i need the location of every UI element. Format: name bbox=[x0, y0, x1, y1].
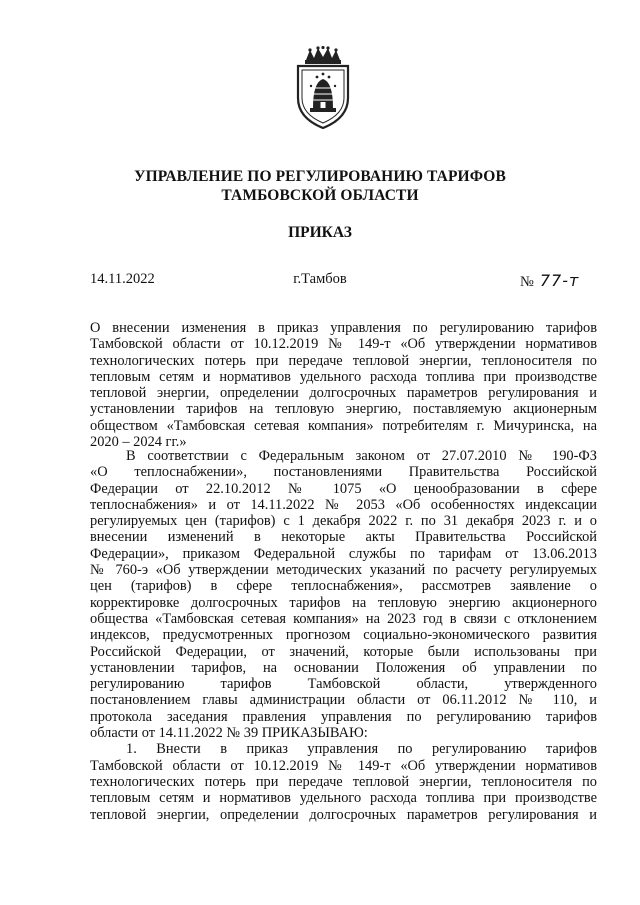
body-line: технологических потерь при передаче тепловой энергии, теплоносителя по bbox=[90, 773, 597, 790]
document-type-title: ПРИКАЗ bbox=[288, 224, 352, 241]
subject-line: тепловой энергии, определении долгосрочных параметров регулирования и bbox=[90, 385, 597, 402]
subject-line: тепловым сетям и нормативов удельного расхода топлива при производстве bbox=[90, 368, 597, 385]
body-line: регулируемых цен (тарифов) с 1 декабря 2022 г. по 31 декабря 2023 г. и о bbox=[90, 513, 597, 530]
body-line: регулированию тарифов Тамбовской области, утвержденного bbox=[90, 676, 597, 693]
document-number bbox=[520, 271, 579, 291]
body-line: Тамбовской области от 10.12.2019 № 149-т «Об утверждении нормативов bbox=[90, 757, 597, 774]
body-line: индексов, предусмотренных прогнозом социально-экономического развития bbox=[90, 627, 597, 644]
organization-name: УПРАВЛЕНИЕ ПО РЕГУЛИРОВАНИЮ ТАРИФОВ bbox=[134, 168, 506, 185]
number-label: № bbox=[520, 274, 534, 290]
body-line: Российской Федерации, от значений, которые были использованы при bbox=[90, 643, 597, 660]
document-subject bbox=[90, 320, 597, 450]
body-line: Федерации», приказом Федеральной службы по тарифам от 13.06.2013 bbox=[90, 545, 597, 562]
body-line-clause-1: 1. Внести в приказ управления по регулированию тарифов bbox=[126, 741, 597, 758]
subject-line: технологических потерь при передаче тепловой энергии, теплоносителя по bbox=[90, 352, 597, 369]
subject-line: обществом «Тамбовская сетевая компания» потребителям г. Мичуринска, на bbox=[90, 417, 597, 434]
subject-line: 2020 – 2024 гг.» bbox=[90, 434, 187, 451]
subject-line: Тамбовской области от 10.12.2019 № 149-т «Об утверждении нормативов bbox=[90, 336, 597, 353]
body-line: корректировке долгосрочных тарифов на тепловую энергию акционерного bbox=[90, 594, 597, 611]
body-line: цен (тарифов) в сфере теплоснабжения», рассмотрев заявление о bbox=[90, 578, 597, 595]
body-line: теплоснабжения» и от 14.11.2022 № 2053 «Об особенностях индексации bbox=[90, 496, 597, 513]
body-line: внесении изменений в некоторые акты Правительства Российской bbox=[90, 529, 597, 546]
document-body bbox=[90, 448, 597, 823]
handwritten-number: 77-т bbox=[539, 271, 580, 290]
subject-line: установлении тарифов на тепловую энергию, поставляемую акционерным bbox=[90, 401, 597, 418]
body-line: «О теплоснабжении», постановлениями Правительства Российской bbox=[90, 464, 597, 481]
body-line: постановлением главы администрации области от 06.11.2012 № 110, и bbox=[90, 692, 597, 709]
body-line: установлении тарифов, на основании Положения об управлении по bbox=[90, 659, 597, 676]
document-city: г.Тамбов bbox=[293, 271, 347, 287]
body-line: тепловым сетям и нормативов удельного расхода топлива при производстве bbox=[90, 790, 597, 807]
document-date: 14.11.2022 bbox=[90, 271, 155, 287]
body-line: области от 14.11.2022 № 39 ПРИКАЗЫВАЮ: bbox=[90, 725, 368, 742]
body-line: общества «Тамбовская сетевая компания» на 2023 год в связи с отклонением bbox=[90, 610, 597, 627]
body-line: № 760-э «Об утверждении методических указаний по расчету регулируемых bbox=[90, 562, 597, 579]
subject-line: О внесении изменения в приказ управления по регулированию тарифов bbox=[90, 320, 597, 336]
coat-of-arms-emblem bbox=[292, 46, 354, 130]
body-line: Федерации от 22.10.2012 № 1075 «О ценообразовании в сфере bbox=[90, 480, 597, 497]
body-line: протокола заседания правления управления по регулированию тарифов bbox=[90, 708, 597, 725]
organization-region: ТАМБОВСКОЙ ОБЛАСТИ bbox=[221, 187, 419, 204]
body-line: тепловой энергии, определении долгосрочных параметров регулирования и bbox=[90, 806, 597, 823]
body-line: В соответствии с Федеральным законом от 27.07.2010 № 190-ФЗ bbox=[126, 448, 597, 464]
